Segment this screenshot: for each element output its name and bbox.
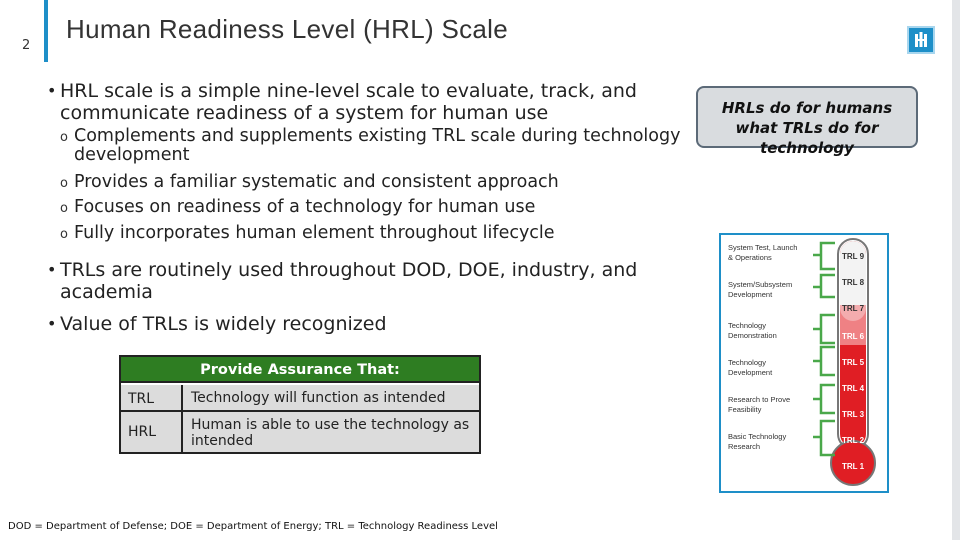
trl-level-label: TRL 7: [841, 304, 865, 313]
sub-bullet-circle-icon: o: [60, 176, 68, 191]
bullet-hrl-scale: • HRL scale is a simple nine-level scale to evaluate, track, and communicate readiness of a system for human use: [47, 80, 637, 124]
bullet-dot-icon: •: [47, 314, 57, 333]
assurance-table: [119, 355, 481, 454]
stage-label: System Test, Launch: [728, 243, 798, 252]
stage-label: Development: [728, 368, 773, 377]
bullet-value-trls: • Value of TRLs is widely recognized: [47, 313, 387, 335]
trl-level-label: TRL 1: [841, 462, 865, 471]
hrl-callout-box: HRLs do for humans what TRLs do for technology: [696, 86, 918, 148]
stage-label: Basic Technology: [728, 432, 787, 441]
bullet-dot-icon: •: [47, 81, 57, 100]
trl-level-label: TRL 3: [841, 410, 865, 419]
stage-bracket: [821, 315, 835, 343]
row-label: HRL: [121, 412, 183, 452]
title-accent-bar: [44, 0, 48, 62]
stage-label: Research to Prove: [728, 395, 791, 404]
slide-title: Human Readiness Level (HRL) Scale: [66, 14, 508, 44]
table-row: [121, 383, 479, 410]
stage-bracket: [821, 243, 835, 269]
stage-label: Technology: [728, 321, 766, 330]
trl-level-label: TRL 6: [841, 332, 865, 341]
trl-level-label: TRL 4: [841, 384, 865, 393]
stage-label: Demonstration: [728, 331, 777, 340]
trl-level-label: TRL 9: [841, 252, 865, 261]
stage-label: System/Subsystem: [728, 280, 793, 289]
sub-bullet-circle-icon: o: [60, 130, 68, 145]
sub-bullet-complements: o Complements and supplements existing TRL scale during technology development: [60, 126, 681, 165]
sub-bullet-lifecycle: o Fully incorporates human element throughout lifecycle: [60, 223, 555, 243]
sub-bullet-familiar: o Provides a familiar systematic and consistent approach: [60, 172, 559, 192]
stage-label: Feasibility: [728, 405, 762, 414]
thermometer-svg: [721, 235, 887, 491]
bullet-dot-icon: •: [47, 260, 57, 279]
trl-level-label: TRL 5: [841, 358, 865, 367]
row-label: TRL: [121, 385, 183, 410]
sub-bullet-circle-icon: o: [60, 227, 68, 242]
stage-bracket: [821, 421, 835, 455]
sub-bullet-circle-icon: o: [60, 201, 68, 216]
sub-bullet-focuses: o Focuses on readiness of a technology for human use: [60, 197, 536, 217]
stage-bracket: [821, 275, 835, 297]
stage-bracket: [821, 347, 835, 375]
assurance-table-header: Provide Assurance That:: [121, 357, 479, 383]
trl-level-label: TRL 2: [841, 436, 865, 445]
stage-bracket: [821, 385, 835, 413]
stage-label: Development: [728, 290, 773, 299]
stage-label: Technology: [728, 358, 766, 367]
stage-label: Research: [728, 442, 761, 451]
table-row: [121, 410, 479, 452]
trl-thermometer-graphic: [719, 233, 889, 493]
slide-edge-strip: [952, 0, 960, 540]
stage-brackets: [813, 243, 835, 455]
sandia-logo-icon: [907, 26, 935, 54]
bullet-trls-used: • TRLs are routinely used throughout DOD, DOE, industry, and academia: [47, 259, 638, 303]
slide-number: 2: [22, 38, 31, 53]
trl-level-label: TRL 8: [841, 278, 865, 287]
stage-label: & Operations: [728, 253, 772, 262]
row-text: Technology will function as intended: [191, 390, 446, 406]
row-text: Human is able to use the technology as intended: [191, 417, 470, 449]
footnote: DOD = Department of Defense; DOE = Department of Energy; TRL = Technology Readiness Level: [8, 521, 498, 532]
